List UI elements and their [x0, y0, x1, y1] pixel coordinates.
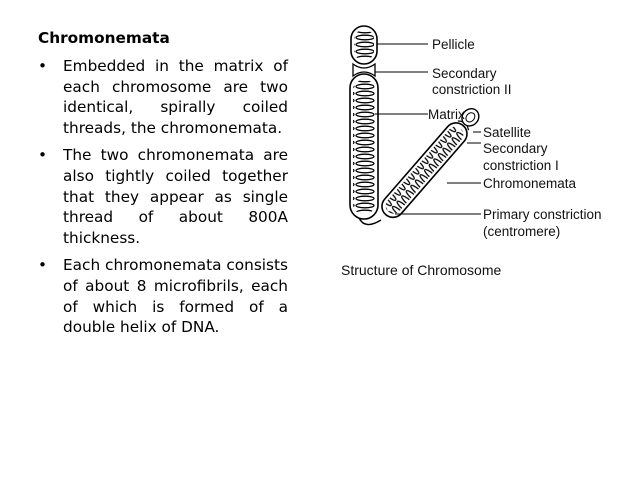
label-secondary-ii-line1: Secondary [432, 66, 497, 81]
slide-heading: Chromonemata [38, 29, 170, 47]
figure-caption: Structure of Chromosome [341, 262, 502, 278]
label-chromonemata: Chromonemata [483, 176, 577, 191]
label-secondary-i-line1: Secondary [483, 141, 548, 156]
coil-main [353, 80, 375, 214]
bullet-text: Embedded in the matrix of each chromosome are two identical, spirally coiled threads, the chromonemata. [63, 56, 288, 138]
coil-diagonal [382, 123, 466, 217]
bullet-icon: • [38, 255, 48, 274]
label-matrix: Matrix [428, 107, 465, 122]
bullet-icon: • [38, 56, 48, 75]
chromosome-diagram [335, 20, 625, 290]
coil-top [354, 30, 374, 60]
label-pellicle: Pellicle [432, 37, 475, 52]
label-secondary-i-line2: constriction I [483, 158, 559, 173]
bullet-item [38, 145, 288, 249]
bullet-text: The two chromonemata are also tightly coiled together that they appear as single thread of about 800A thickness. [63, 145, 288, 248]
label-satellite: Satellite [483, 125, 532, 140]
bullet-item [38, 255, 288, 338]
label-primary-constriction-line1: Primary constriction [483, 207, 602, 222]
bullet-text: Each chromonemata consists of about 8 microfibrils, each of which is formed of a double helix of DNA. [63, 255, 288, 337]
vertical-arm [350, 26, 381, 225]
text-column [38, 28, 288, 344]
bullet-list [38, 56, 288, 338]
bullet-icon: • [38, 145, 48, 164]
bullet-item [38, 56, 288, 139]
label-secondary-ii-line2: constriction II [432, 82, 512, 97]
label-primary-constriction-line2: (centromere) [483, 224, 561, 239]
